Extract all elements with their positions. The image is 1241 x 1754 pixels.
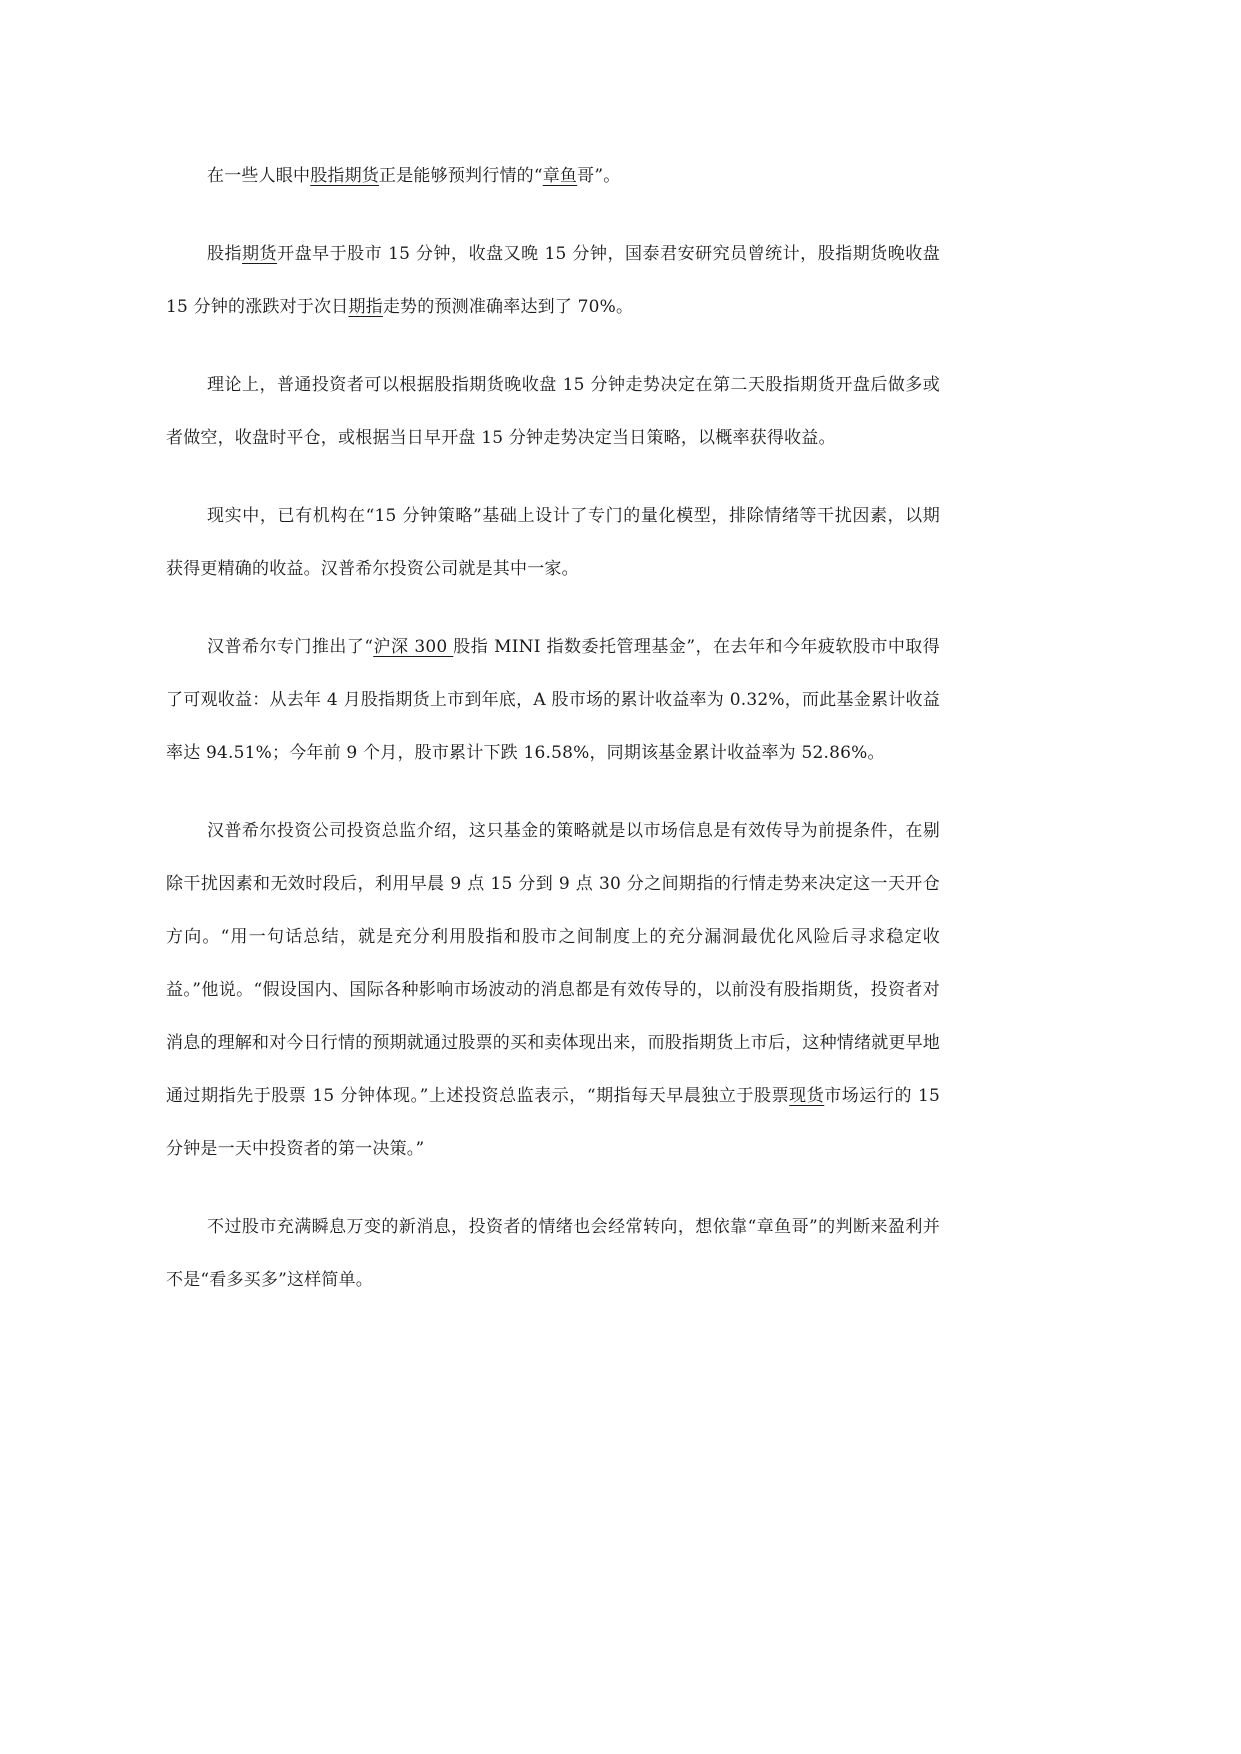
article-body bbox=[166, 150, 940, 1332]
paragraph bbox=[166, 359, 940, 465]
text-segment: 在一些人眼中 bbox=[207, 166, 311, 186]
keyword-link[interactable]: 期指 bbox=[348, 297, 383, 317]
keyword-link[interactable]: 期货 bbox=[242, 244, 278, 264]
paragraph bbox=[166, 805, 940, 1176]
text-segment: 汉普希尔投资公司投资总监介绍，这只基金的策略就是以市场信息是有效传导为前提条件，在剔除干扰因素和无效时段后，利用早晨 9 点 15 分到 9 点 30 分之间期指的行情走势来决定这一天开仓方向。“用一句话总结，就是充分利用股指和股市之间制度上的充分漏洞最优化风险后寻求稳定收益。”他说。“假设国内、国际各种影响市场波动的消息都是有效传导的，以前没有股指期货，投资者对消息的理解和对今日行情的预期就通过股票的买和卖体现出来，而股指期货上市后，这种情绪就更早地通过期指先于股票 15 分钟体现。”上述投资总监表示，“期指每天早晨独立于股票 bbox=[166, 821, 940, 1106]
text-segment: 股指 MINI 指数委托管理基金”，在去年和今年疲软股市中取得了可观收益：从去年 4 月股指期货上市到年底，A 股市场的累计收益率为 0.32%，而此基金累计收益率达 94.51%；今年前 9 个月，股市累计下跌 16.58%，同期该基金累计收益率为 52.86%。 bbox=[166, 637, 940, 763]
text-segment: 市场运行的 15 分钟是一天中投资者的第一决策。” bbox=[166, 1086, 940, 1159]
text-segment: 不过股市充满瞬息万变的新消息，投资者的情绪也会经常转向，想依靠“章鱼哥”的判断来盈利并不是“看多买多”这样简单。 bbox=[166, 1217, 940, 1290]
text-segment: 股指 bbox=[207, 244, 243, 264]
text-segment: 汉普希尔专门推出了“ bbox=[207, 637, 374, 657]
text-segment: 开盘早于股市 15 分钟，收盘又晚 15 分钟，国泰君安研究员曾统计，股指期货晚收盘 15 分钟的涨跌对于次日 bbox=[166, 244, 940, 317]
keyword-link[interactable]: 章鱼 bbox=[542, 166, 578, 186]
paragraph bbox=[166, 621, 940, 780]
text-segment: 哥”。 bbox=[577, 166, 621, 186]
keyword-link[interactable]: 沪深 300 bbox=[373, 637, 454, 657]
keyword-link[interactable]: 股指期货 bbox=[310, 166, 380, 186]
text-segment: 走势的预测准确率达到了 70%。 bbox=[382, 297, 634, 317]
text-segment: 现实中，已有机构在“15 分钟策略”基础上设计了专门的量化模型，排除情绪等干扰因素，以期获得更精确的收益。汉普希尔投资公司就是其中一家。 bbox=[166, 506, 940, 579]
paragraph bbox=[166, 150, 940, 203]
paragraph bbox=[166, 228, 940, 334]
text-segment: 正是能够预判行情的“ bbox=[379, 166, 543, 186]
paragraph bbox=[166, 1201, 940, 1307]
keyword-link[interactable]: 现货 bbox=[789, 1086, 825, 1106]
text-segment: 理论上，普通投资者可以根据股指期货晚收盘 15 分钟走势决定在第二天股指期货开盘后做多或者做空，收盘时平仓，或根据当日早开盘 15 分钟走势决定当日策略，以概率获得收益。 bbox=[166, 375, 940, 448]
paragraph bbox=[166, 490, 940, 596]
